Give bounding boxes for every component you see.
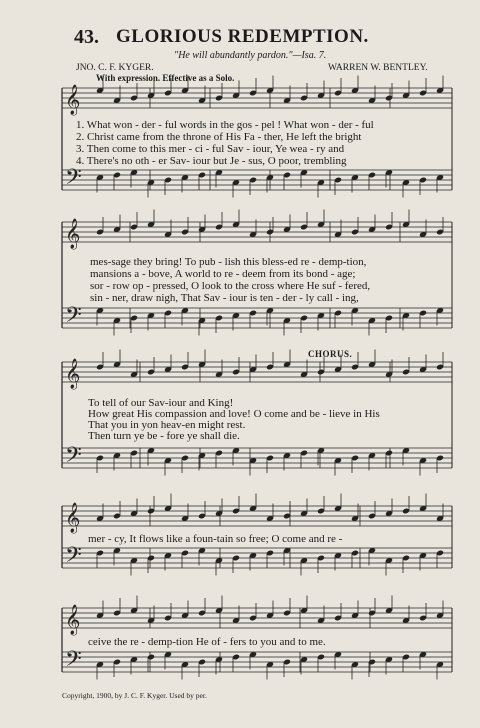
lyric-line-s2-v2: mansions a - bove, A world to re - deem from its bond - age; [90, 268, 356, 280]
lyric-line-s1-v2: 2. Christ came from the throne of His Fa - ther, He left the bright [76, 131, 362, 143]
lyric-line-s3-v2: How great His compassion and love! O come and be - lieve in His [88, 408, 380, 420]
lyric-line-s2-v3: sor - row op - pressed, O look to the cross where He suf - fered, [90, 280, 371, 292]
lyric-line-s1-v1: 1. What won - der - ful words in the gos - pel ! What won - der - ful [76, 119, 374, 131]
lyric-line-s2-v1: mes-sage they bring! To pub - lish this bless-ed re - demp-tion, [90, 256, 367, 268]
lyric-line-s2-v4: sin - ner, draw nigh, That Sav - iour is ten - der - ly call - ing, [90, 292, 359, 304]
lyric-line-s3-v4: Then turn ye be - fore ye shall die. [88, 430, 240, 442]
lyric-line-s4-v1: mer - cy, It flows like a foun-tain so free; O come and re - [88, 533, 343, 545]
chorus-label: CHORUS. [308, 349, 353, 359]
composer-credit: WARREN W. BENTLEY. [328, 63, 428, 73]
hymn-number: 43. [74, 26, 99, 48]
lyric-line-s3-v3: That you in yon heav-en might rest. [88, 419, 246, 431]
treble-clef-icon: 𝄞 [65, 219, 81, 249]
bass-clef-icon: 𝄢 [65, 165, 82, 195]
treble-clef-icon: 𝄞 [65, 605, 81, 635]
hymn-title: GLORIOUS REDEMPTION. [116, 26, 369, 47]
lyricist-credit: JNO. C. F. KYGER. [76, 63, 154, 73]
treble-clef-icon: 𝄞 [65, 85, 81, 115]
tempo-marking: With expression. Effective as a Solo. [96, 73, 235, 83]
lyric-line-s1-v3: 3. Then come to this mer - ci - ful Sav - iour, Ye wea - ry and [76, 143, 345, 155]
bass-clef-icon: 𝄢 [65, 443, 82, 473]
treble-clef-icon: 𝄞 [65, 359, 81, 389]
lyric-line-s3-v1: To tell of our Sav-iour and King! [88, 397, 234, 409]
treble-clef-icon: 𝄞 [65, 503, 81, 533]
lyric-line-s1-v4: 4. There's no oth - er Sav- iour but Je - sus, O poor, trembling [76, 155, 347, 167]
bass-clef-icon: 𝄢 [65, 543, 82, 573]
lyric-line-s5-v1: ceive the re - demp-tion He of - fers to you and to me. [88, 636, 326, 648]
bass-clef-icon: 𝄢 [65, 303, 82, 333]
epigraph: "He will abundantly pardon."—Isa. 7. [174, 50, 327, 61]
bass-clef-icon: 𝄢 [65, 647, 82, 677]
copyright-notice: Copyright, 1900, by J. C. F. Kyger. Used by per. [62, 691, 207, 700]
